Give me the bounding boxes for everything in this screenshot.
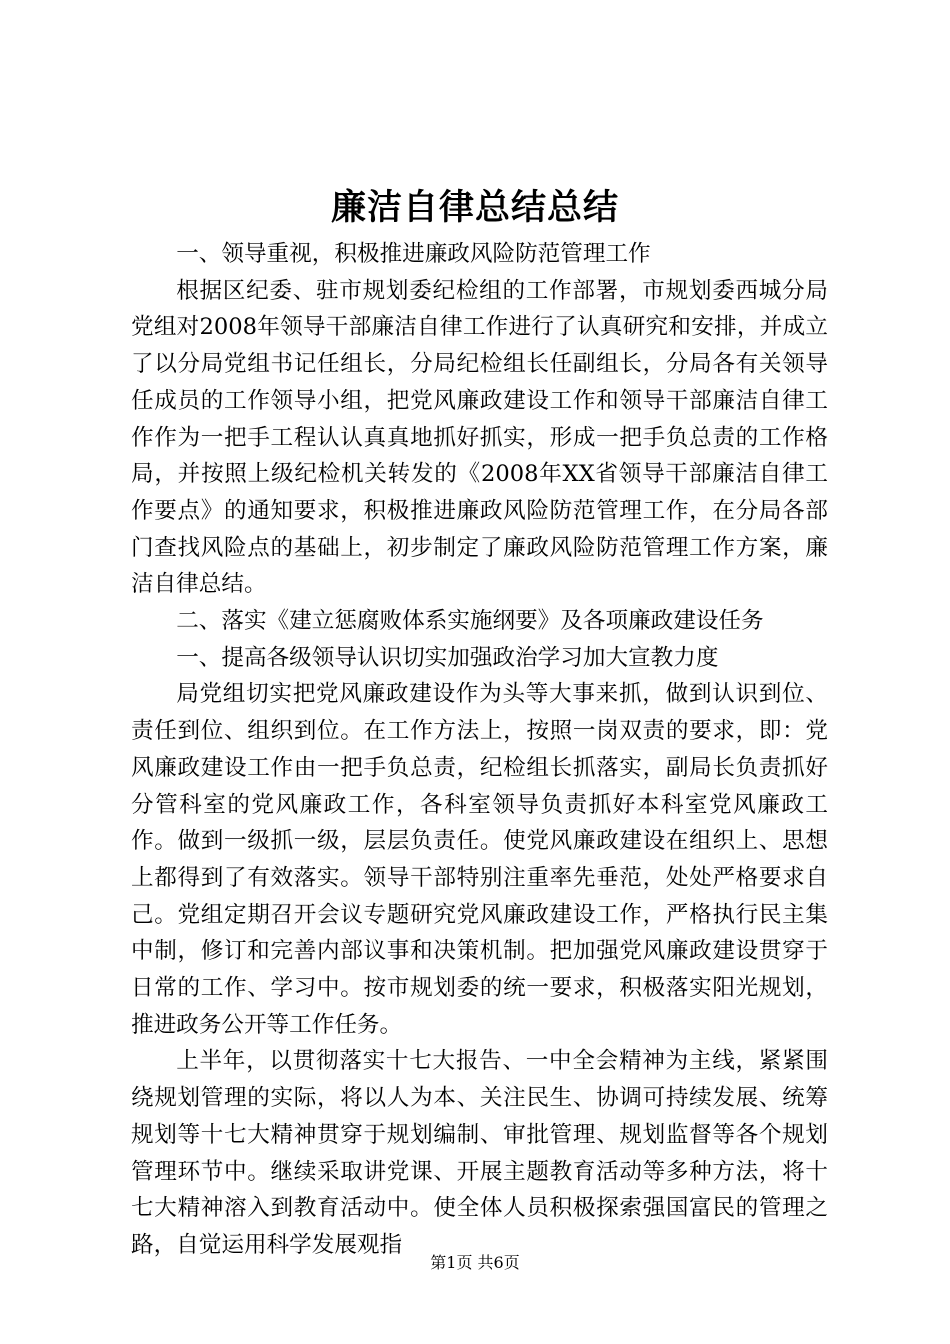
section-heading-1: 一、领导重视，积极推进廉政风险防范管理工作 — [176, 241, 651, 267]
document-body — [131, 236, 828, 1264]
section-heading-2: 二、落实《建立惩腐败体系实施纲要》及各项廉政建设任务 — [176, 608, 764, 635]
paragraph-3: 上半年，以贯彻落实十七大报告、一中全会精神为主线，紧紧围绕规划管理的实际，将以人为本、关注民生、协调可持续发展、统筹规划等十七大精神贯穿于规划编制、审批管理、规划监督等各个规划管理环节中。继续采取讲党课、开展主题教育活动等多种方法，将十七大精神溶入到教育活动中。使全体人员积极探索强国富民的管理之路，自觉运用科学发展观指 — [131, 1048, 828, 1258]
document-title: 廉洁自律总结总结 — [330, 187, 619, 228]
page-number-footer: 第1页 共6页 — [430, 1253, 520, 1272]
paragraph-1: 根据区纪委、驻市规划委纪检组的工作部署，市规划委西城分局党组对2008年领导干部廉洁自律工作进行了认真研究和安排，并成立了以分局党组书记任组长，分局纪检组长任副组长，分局各有关领导任成员的工作领导小组，把党风廉政建设工作和领导干部廉洁自律工作作为一把手工程认认真真地抓好抓实，形成一把手负总责的工作格局，并按照上级纪检机关转发的《2008年XX省领导干部廉洁自律工作要点》的通知要求，积极推进廉政风险防范管理工作，在分局各部门查找风险点的基础上，初步制定了廉政风险防范管理工作方案，廉洁自律总结。 — [131, 277, 828, 598]
subsection-heading-1: 一、提高各级领导认识切实加强政治学习加大宣教力度 — [176, 644, 719, 671]
paragraph-2: 局党组切实把党风廉政建设作为头等大事来抓，做到认识到位、责任到位、组织到位。在工作方法上，按照一岗双责的要求，即：党风廉政建设工作由一把手负总责，纪检组长抓落实，副局长负责抓好分管科室的党风廉政工作，各科室领导负责抓好本科室党风廉政工作。做到一级抓一级，层层负责任。使党风廉政建设在组织上、思想上都得到了有效落实。领导干部特别注重率先垂范，处处严格要求自己。党组定期召开会议专题研究党风廉政建设工作，严格执行民主集中制，修订和完善内部议事和决策机制。把加强党风廉政建设贯穿于日常的工作、学习中。按市规划委的统一要求，积极落实阳光规划，推进政务公开等工作任务。 — [131, 681, 828, 1038]
